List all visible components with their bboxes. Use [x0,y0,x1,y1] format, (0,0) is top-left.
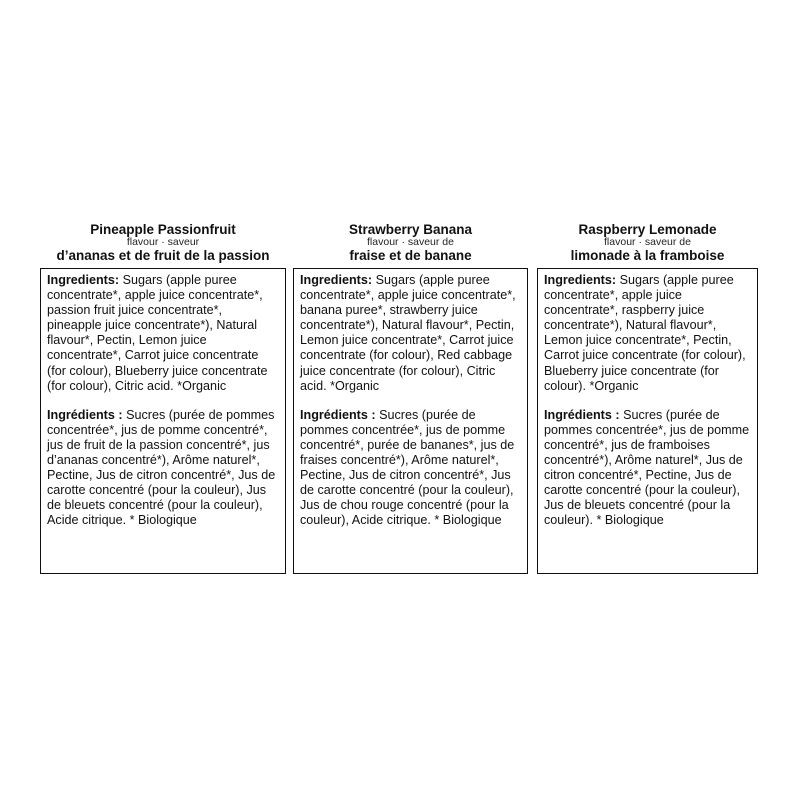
product-name-en: Pineapple Passionfruit [90,222,236,237]
ingredients-fr-text: Sucres (purée de pommes concentrée*, jus de pomme concentré*, purée de bananes*, jus de fraises concentré*), Arôme naturel*, Pectine, Jus de citron concentré*, Jus de carotte concentré (pour la couleur), Jus de chou rouge concentré (pour la couleur), Acide citrique. * Biologique [300,407,515,528]
product-column-strawberry-banana [293,222,528,574]
ingredients-en [300,273,521,394]
product-name-fr: d’ananas et de fruit de la passion [56,248,270,263]
product-heading [40,222,286,263]
ingredients-en [544,273,751,394]
product-name-en: Raspberry Lemonade [578,222,717,237]
ingredients-en-label: Ingredients: [47,273,120,287]
ingredients-fr [544,408,751,529]
ingredients-fr-text: Sucres (purée de pommes concentrée*, jus de pomme concentré*, jus de framboises concentré*), Arôme naturel*, Jus de citron concentré*, Pectine, Jus de carotte concentré (pour la couleur), Jus de bleuets concentré (pour la couleur). * Biologique [544,407,750,528]
ingredients-en-text: Sugars (apple puree concentrate*, apple juice concentrate*, banana puree*, strawberry juice concentrate*), Natural flavour*, Pectin, Lemon juice concentrate*, Carrot juice concentrate (for colour), Red cabbage juice concentrate (for colour), Citric acid. *Organic [300,273,516,393]
ingredients-en-text: Sugars (apple puree concentrate*, apple juice concentrate*, raspberry juice concentrate*), Natural flavour*, Lemon juice concentrate*, Pectin, Carrot juice concentrate (for colour), Blueberry juice concentrate (for colour). *Organic [544,273,746,393]
ingredients-fr [300,408,521,529]
product-name-fr: limonade à la framboise [570,248,725,263]
ingredients-fr-label: Ingrédients : [47,407,123,422]
ingredients-en-text: Sugars (apple puree concentrate*, apple juice concentrate*, passion fruit juice concentrate*, pineapple juice concentrate*), Natural flavour*, Pectin, Lemon juice concentrate*, Carrot juice concentrate (for colour), Blueberry juice concentrate (for colour), Citric acid. *Organic [47,273,268,393]
ingredients-panel [40,268,286,574]
product-heading [537,222,758,263]
product-name-en: Strawberry Banana [348,222,473,237]
ingredients-fr-text: Sucres (purée de pommes concentrée*, jus de pomme concentré*, jus de fruit de la passion concentré*, jus d’ananas concentré*), Arôme naturel*, Pectine, Jus de citron concentré*, Jus de carotte concentré (pour la couleur), Jus de bleuets concentré (pour la couleur), Acide citrique. * Biologique [47,407,276,528]
ingredients-panel [537,268,758,574]
product-heading [293,222,528,263]
ingredients-fr [47,408,279,529]
product-subtitle: flavour · saveur [126,236,200,248]
product-subtitle: flavour · saveur de [367,236,454,248]
product-name-fr: fraise et de banane [349,248,472,263]
ingredients-fr-label: Ingrédients : [300,407,376,422]
ingredients-fr-label: Ingrédients : [544,407,620,422]
product-column-pineapple-passionfruit [40,222,286,574]
ingredients-panel [293,268,528,574]
product-column-raspberry-lemonade [537,222,758,574]
ingredients-en [47,273,279,394]
ingredients-en-label: Ingredients: [544,273,617,287]
ingredients-en-label: Ingredients: [300,273,373,287]
product-subtitle: flavour · saveur de [604,236,691,248]
